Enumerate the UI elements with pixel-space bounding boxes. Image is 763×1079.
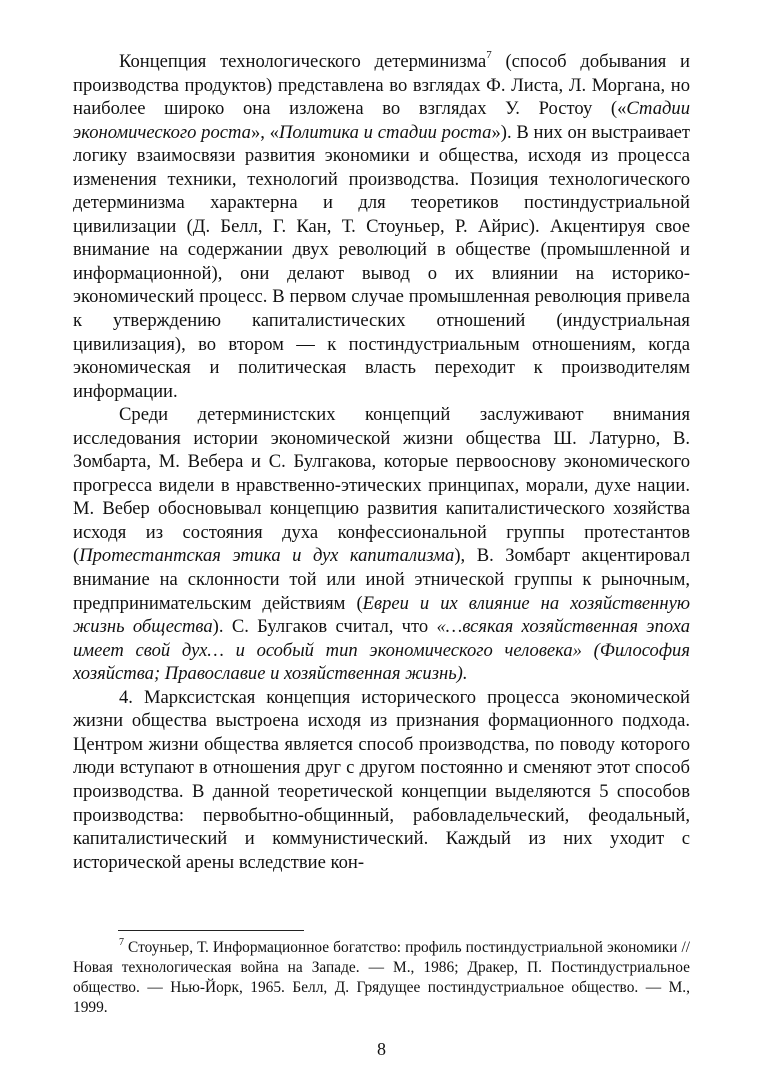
paragraph (73, 403, 690, 686)
paragraph (73, 50, 690, 403)
page-number: 8 (377, 1039, 386, 1059)
text-segment: »). В них он выстраивает логику взаимосвязи развития экономики и общества, исходя из процесса изменения техники, технологий производства. Позиция технологического детерминизма характерна и для теоретиков постиндустриальной цивилизации (Д. Белл, Г. Кан, Т. Стоуньер, Р. Айрис). Акцентируя свое внимание на содержании двух революций в обществе (промышленной и информационной), они делают вывод о их влиянии на историко-экономический процесс. В первом случае промышленная революция привела к утверждению капиталистических отношений (индустриальная цивилизация), во втором — к постиндустриальным отношениям, когда экономическая и политическая власть переходит к производителям информации. (73, 121, 691, 402)
italic-text: Протестантская этика и дух капитализма (79, 545, 455, 567)
text-segment: (способ добывания и производства продуктов) представлена во взглядах Ф. Листа, Л. Моргана, но наиболее широко она изложена во взглядах У. Ростоу (« (73, 51, 691, 120)
text-segment: ), В. Зомбарт акцентировал внимание на склонности той или иной этнической группы к рыночным, предпринимательским действиям ( (73, 545, 691, 614)
footnote-marker: 7 (119, 937, 124, 948)
text-segment: », « (250, 121, 279, 143)
footnote-separator (118, 930, 304, 931)
footnote (73, 938, 690, 1018)
paragraph (73, 686, 690, 874)
footnote-reference: 7 (486, 49, 492, 61)
footnote-text: Стоуньер, Т. Информационное богатство: профиль постиндустриальной экономики // Новая технологическая война на Западе. — М., 1986; Дракер, П. Постиндустриальное общество. — Нью-Йорк, 1965. Белл, Д. Грядущее постиндустриальное общество. — М., 1999. (73, 939, 690, 1016)
italic-text: «…всякая хозяйственная эпоха имеет свой дух… и особый тип экономического человека» (Философия хозяйства; Православие и хозяйственная жизнь). (73, 616, 690, 685)
text-segment: 4. Марксистская концепция исторического процесса экономической жизни общества выстроена исходя из признания формационного подхода. Центром жизни общества является способ производства, по поводу которого люди вступают в отношения друг с другом постоянно и сменяют этот способ производства. В данной теоретической концепции выделяются 5 способов производства: первобытно-общинный, рабовладельческий, феодальный, капиталистический и коммунистический. Каждый из них уходит с исторической арены вследствие кон- (73, 686, 690, 873)
italic-text: Политика и стадии роста (278, 121, 492, 143)
italic-text: Стадии экономического роста (73, 98, 690, 143)
text-segment: ). С. Булгаков считал, что (212, 616, 437, 638)
text-segment: Среди детерминистских концепций заслуживают внимания исследования истории экономической жизни общества Ш. Латурно, В. Зомбарта, М. Вебера и С. Булгакова, которые первооснову экономического прогресса видели в нравственно-этических принципах, морали, духе нации. М. Вебер обосновывал концепцию развития капиталистического хозяйства исходя из состояния духа конфессиональной группы протестантов ( (73, 404, 690, 567)
text-segment: Концепция технологического детерминизма (119, 51, 487, 72)
body-text (73, 50, 690, 874)
italic-text: Евреи и их влияние на хозяйственную жизнь общества (73, 592, 690, 638)
